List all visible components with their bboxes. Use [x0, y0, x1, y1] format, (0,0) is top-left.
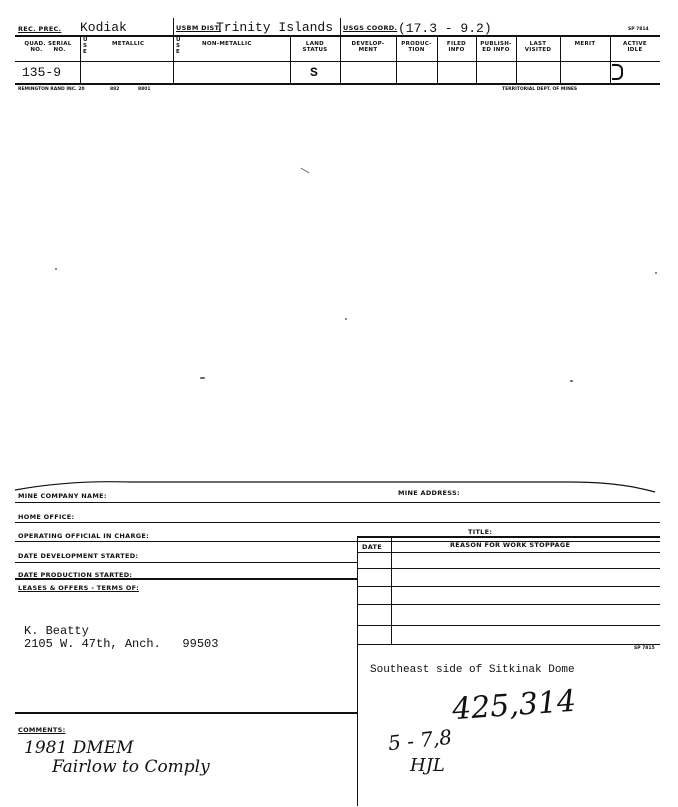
col-use-metallic: U S E [83, 37, 88, 55]
territorial-dept: TERRITORIAL DEPT. OF MINES [502, 87, 578, 92]
rule [15, 502, 660, 503]
scan-speck [570, 380, 573, 382]
divider [357, 656, 358, 806]
rule [357, 568, 660, 569]
comments-label: COMMENTS: [18, 726, 66, 734]
usbm-dist-label: USBM DIST. [176, 24, 222, 32]
usgs-coord-value: (17.3 - 9.2) [398, 21, 492, 36]
date-dev-started-label: DATE DEVELOPMENT STARTED: [18, 552, 139, 560]
scan-speck [300, 168, 309, 174]
card-top-edge [10, 470, 660, 500]
form-number-2: SP 7815 [634, 646, 655, 651]
rec-prec-label: REC. PREC. [18, 25, 62, 33]
leases-label: LEASES & OFFERS - TERMS OF: [18, 584, 139, 592]
printer-line: REMINGTON RAND INC. 20 [18, 87, 85, 92]
header-rule-mid [15, 61, 660, 62]
header-rule-bottom [15, 83, 660, 85]
col-production: PRODUC- TION [401, 41, 432, 53]
handwritten-code: 5 - 7,8 [386, 724, 454, 756]
scan-speck [200, 377, 205, 379]
divider [357, 536, 358, 656]
printer-code-2: 8801 [138, 87, 151, 92]
form-number: SP 7814 [628, 27, 649, 32]
rule [15, 712, 357, 714]
mine-address-label: MINE ADDRESS: [398, 489, 460, 497]
rule [357, 586, 660, 587]
col-nonmetallic: NON-METALLIC [202, 41, 252, 47]
divider [173, 18, 174, 83]
rule [357, 536, 660, 538]
handwritten-number: 425,314 [450, 683, 578, 728]
reason-header: REASON FOR WORK STOPPAGE [450, 541, 571, 549]
col-use-nonmetallic: U S E [176, 37, 181, 55]
col-active-idle: ACTIVE IDLE [623, 41, 647, 53]
printer-code-1: 882 [110, 87, 120, 92]
comment-line-2: Fairlow to Comply [52, 757, 210, 777]
rule [15, 522, 660, 523]
col-land-status: LAND STATUS [302, 41, 328, 53]
land-status-value: S [310, 65, 318, 80]
col-quad-serial: QUAD. SERIAL NO. NO. [24, 41, 72, 53]
scan-speck [55, 268, 57, 270]
date-header: DATE [362, 543, 382, 551]
usgs-coord-label: USGS COORD. [343, 24, 398, 32]
active-idle-mark [612, 64, 623, 80]
rule [15, 562, 357, 563]
mine-company-name-label: MINE COMPANY NAME: [18, 492, 107, 500]
col-development: DEVELOP- MENT [351, 41, 385, 53]
handwritten-initials: HJL [410, 755, 445, 776]
rec-prec-value: Kodiak [80, 20, 127, 35]
rule [15, 578, 357, 580]
date-prod-started-label: DATE PRODUCTION STARTED: [18, 571, 133, 579]
header-rule-top [15, 35, 660, 37]
lessee-name: K. Beatty [24, 624, 89, 638]
location-text: Southeast side of Sitkinak Dome [370, 664, 575, 676]
home-office-label: HOME OFFICE: [18, 513, 75, 521]
rule [357, 625, 660, 626]
col-filed-info: FILED INFO [446, 41, 467, 53]
scan-speck [655, 272, 657, 274]
rule [357, 604, 660, 605]
lessee-address: 2105 W. 47th, Anch. 99503 [24, 637, 219, 651]
col-metallic: METALLIC [112, 41, 145, 47]
rule [357, 644, 660, 645]
comment-line-1: 1981 DMEM [24, 738, 134, 758]
divider [80, 35, 81, 83]
operating-official-label: OPERATING OFFICIAL IN CHARGE: [18, 532, 150, 540]
usbm-dist-value: Trinity Islands [216, 20, 334, 35]
quad-serial-value: 135-9 [22, 65, 62, 80]
rule [357, 552, 660, 553]
col-published-info: PUBLISH- ED INFO [480, 41, 512, 53]
scan-speck [345, 318, 347, 320]
title-label: TITLE: [468, 528, 493, 536]
divider [391, 536, 392, 644]
col-last-visited: LAST VISITED [524, 41, 552, 53]
col-merit: MERIT [574, 41, 596, 47]
